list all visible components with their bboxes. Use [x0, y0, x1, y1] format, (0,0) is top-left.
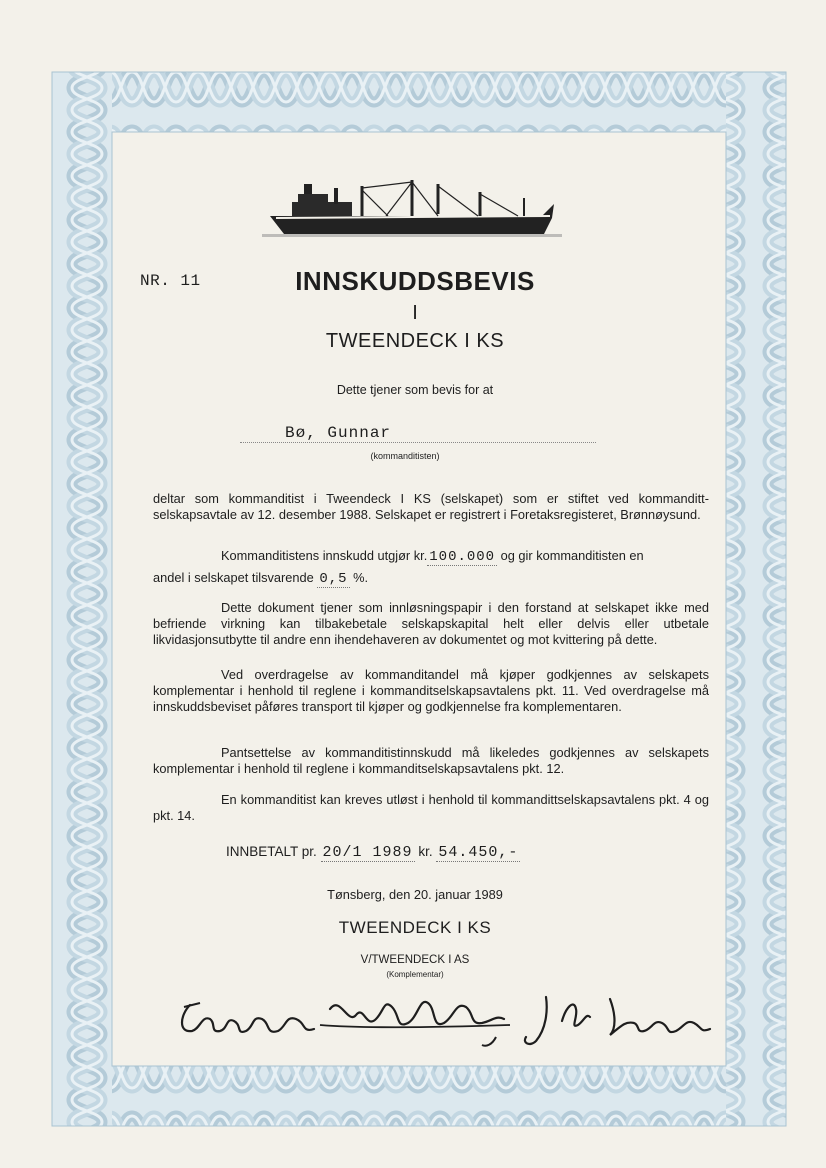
- paragraph-pledge-text: Pantsettelse av kommanditistinnskudd må likeledes godkjennes av selskapets komplementar i henhold til reglene i kommanditselskapsavtalens pkt. 12.: [153, 745, 709, 777]
- paragraph-registration: deltar som kommanditist i Tweendeck I KS (selskapet) som er stiftet ved kommanditt-selskapsavtale av 12. desember 1988. Selskapet er registrert i Foretaksregisteret, Brønnøysund.: [153, 491, 709, 523]
- paragraph-redemption: [153, 600, 709, 649]
- payment-line: [226, 844, 520, 861]
- payment-date: 20/1 1989: [322, 844, 413, 861]
- certificate-title: INNSKUDDSBEVIS: [295, 266, 535, 296]
- paragraph-redemption-text: Dette dokument tjener som innløsningspapir i den forstand at selskapet ikke med befriende virkning kan tilbakebetale selskapskapital helt eller delvis eller utbetale likvidasjonsutbytte til andre enn ihendehaveren av dokumentet og mot kvittering på dette.: [153, 600, 709, 648]
- holder-name-line: [240, 442, 596, 443]
- cargo-ship-icon: [262, 178, 562, 244]
- certificate-title-i: I: [412, 302, 418, 324]
- signing-company: TWEENDECK I KS: [338, 918, 492, 937]
- payment-kr-label: kr.: [418, 844, 433, 859]
- holder-caption: (kommanditisten): [370, 451, 440, 461]
- paragraph-redemption-terms: [153, 792, 709, 824]
- place-date: Tønsberg, den 20. januar 1989: [327, 887, 503, 902]
- intro-text: Dette tjener som bevis for at: [336, 383, 494, 397]
- share-unit: %.: [353, 570, 369, 585]
- signing-general-partner: V/TWEENDECK I AS: [360, 954, 470, 966]
- paragraph-contribution-line1: [153, 548, 709, 565]
- contribution-amount: 100.000: [429, 549, 496, 565]
- paragraph-pledge: [153, 745, 709, 777]
- company-name: TWEENDECK I KS: [325, 330, 505, 352]
- handwritten-signatures: [170, 985, 730, 1065]
- share-label: andel i selskapet tilsvarende: [153, 570, 314, 585]
- paragraph-transfer-text: Ved overdragelse av kommanditandel må kjøper godkjennes av selskapets komplementar i henhold til reglene i kommanditselskapsavtalens pkt. 11. Ved overdragelse må innskuddsbeviset påføres transport til kjøper og godkjennelse fra komplementaren.: [153, 667, 709, 715]
- certificate-number: NR. 11: [140, 272, 201, 290]
- paragraph-contribution-line2: [153, 570, 709, 587]
- paragraph-transfer: [153, 667, 709, 716]
- holder-name: Bø, Gunnar: [285, 424, 392, 442]
- payment-amount: 54.450,-: [438, 844, 519, 861]
- payment-label: INNBETALT pr.: [226, 844, 317, 859]
- signing-role: (Komplementar): [386, 970, 444, 979]
- share-value: 0,5: [319, 571, 348, 587]
- paragraph-redemption-terms-text: En kommanditist kan kreves utløst i henhold til kommandittselskapsavtalens pkt. 4 og pkt. 14.: [153, 792, 709, 824]
- contribution-text: og gir kommanditisten en: [500, 548, 644, 563]
- contribution-label: Kommanditistens innskudd utgjør kr.: [221, 548, 428, 563]
